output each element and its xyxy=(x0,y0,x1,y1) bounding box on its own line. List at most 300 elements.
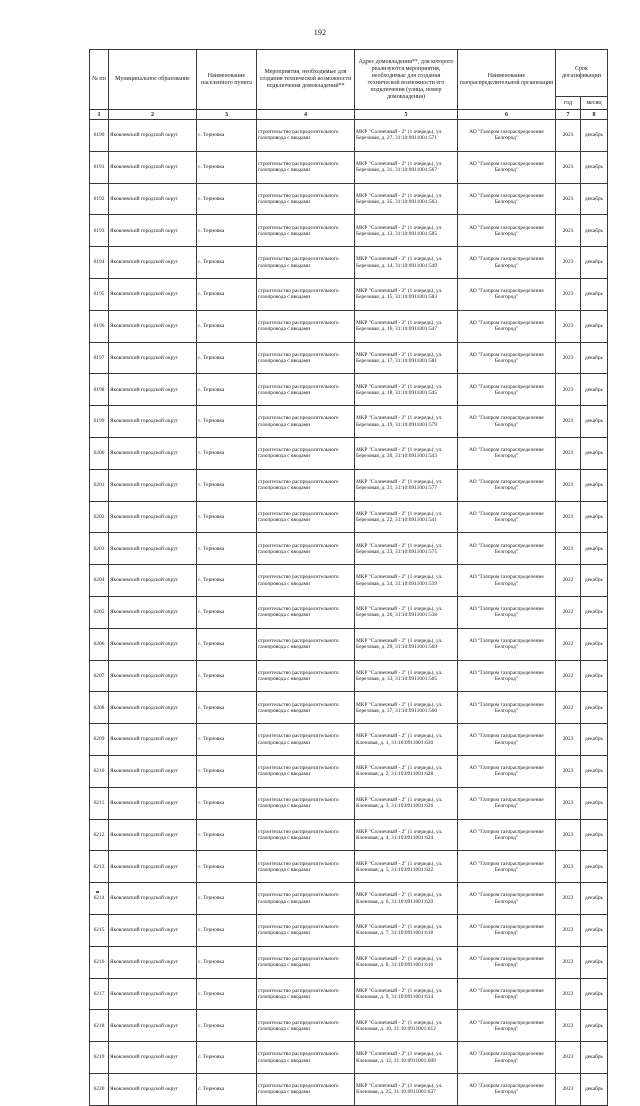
org-cell: АО "Газпром газораспределение Белгород" xyxy=(458,755,556,787)
month-cell: декабрь xyxy=(581,1042,608,1074)
activity-cell: строительство распределительного газопровода с вводами xyxy=(257,310,355,342)
table-row xyxy=(90,342,608,374)
org-cell: АО "Газпром газораспределение Белгород" xyxy=(458,342,556,374)
settlement-cell: с. Терновка xyxy=(197,469,257,501)
row-number: 6198 xyxy=(90,374,109,406)
municipality-cell: Яковлевский городской округ xyxy=(109,278,197,310)
header-deadline: Срок догазификации xyxy=(556,50,608,97)
municipality-cell: Яковлевский городской округ xyxy=(109,374,197,406)
activity-cell: строительство распределительного газопровода с вводами xyxy=(257,215,355,247)
table-row xyxy=(90,755,608,787)
municipality-cell: Яковлевский городской округ xyxy=(109,819,197,851)
address-cell: МКР "Солнечный - 2" (1 очередь), ул. Березовая, д. 18, 31:10:0911001:545 xyxy=(355,374,458,406)
address-cell: МКР "Солнечный - 2" (1 очередь), ул. Кленовая, д. 8, 31:10:0911001:616 xyxy=(355,946,458,978)
year-cell: 2023 xyxy=(556,183,581,215)
address-cell: МКР "Солнечный - 2" (1 очередь), ул. Березовая, д. 29, 31:10:0911001:569 xyxy=(355,628,458,660)
table-row xyxy=(90,1010,608,1042)
org-cell: АО "Газпром газораспределение Белгород" xyxy=(458,501,556,533)
table-row xyxy=(90,120,608,152)
settlement-cell: с. Терновка xyxy=(197,1073,257,1105)
activity-cell: строительство распределительного газопровода с вводами xyxy=(257,628,355,660)
month-cell: декабрь xyxy=(581,565,608,597)
row-number: 6196 xyxy=(90,310,109,342)
row-number: 6219 xyxy=(90,1042,109,1074)
table-row xyxy=(90,724,608,756)
org-cell: АО "Газпром газораспределение Белгород" xyxy=(458,1010,556,1042)
activity-cell: строительство распределительного газопровода с вводами xyxy=(257,851,355,883)
table-row xyxy=(90,565,608,597)
year-cell: 2023 xyxy=(556,565,581,597)
municipality-cell: Яковлевский городской округ xyxy=(109,1073,197,1105)
table-row xyxy=(90,596,608,628)
table-row xyxy=(90,914,608,946)
municipality-cell: Яковлевский городской округ xyxy=(109,914,197,946)
row-number: 6205 xyxy=(90,596,109,628)
settlement-cell: с. Терновка xyxy=(197,215,257,247)
year-cell: 2023 xyxy=(556,437,581,469)
table-row xyxy=(90,247,608,279)
address-cell: МКР "Солнечный - 2" (1 очередь), ул. Кленовая, д. 6, 31:10:0911001:620 xyxy=(355,883,458,915)
org-cell: АО "Газпром газораспределение Белгород" xyxy=(458,819,556,851)
municipality-cell: Яковлевский городской округ xyxy=(109,151,197,183)
table-row xyxy=(90,787,608,819)
activity-cell: строительство распределительного газопровода с вводами xyxy=(257,819,355,851)
org-cell: АО "Газпром газораспределение Белгород" xyxy=(458,120,556,152)
municipality-cell: Яковлевский городской округ xyxy=(109,501,197,533)
municipality-cell: Яковлевский городской округ xyxy=(109,247,197,279)
table-body xyxy=(90,120,608,1106)
table-row xyxy=(90,278,608,310)
settlement-cell: с. Терновка xyxy=(197,1042,257,1074)
municipality-cell: Яковлевский городской округ xyxy=(109,565,197,597)
municipality-cell: Яковлевский городской округ xyxy=(109,342,197,374)
activity-cell: строительство распределительного газопровода с вводами xyxy=(257,724,355,756)
address-cell: МКР "Солнечный - 2" (1 очередь), ул. Кленовая, д. 25, 31:10:0911001:637 xyxy=(355,1073,458,1105)
month-cell: декабрь xyxy=(581,883,608,915)
row-number: 6211 xyxy=(90,787,109,819)
table-row xyxy=(90,978,608,1010)
settlement-cell: с. Терновка xyxy=(197,1010,257,1042)
table-row xyxy=(90,437,608,469)
address-cell: МКР "Солнечный - 2" (1 очередь), ул. Березовая, д. 15, 31:10:0911001:583 xyxy=(355,278,458,310)
row-number: 6201 xyxy=(90,469,109,501)
month-cell: декабрь xyxy=(581,787,608,819)
month-cell: декабрь xyxy=(581,215,608,247)
settlement-cell: с. Терновка xyxy=(197,883,257,915)
org-cell: АО "Газпром газораспределение Белгород" xyxy=(458,1073,556,1105)
month-cell: декабрь xyxy=(581,596,608,628)
settlement-cell: с. Терновка xyxy=(197,628,257,660)
address-cell: МКР "Солнечный - 2" (1 очередь), ул. Березовая, д. 24, 31:10:0911001:539 xyxy=(355,565,458,597)
column-number: 4 xyxy=(257,110,355,120)
address-cell: МКР "Солнечный - 2" (1 очередь), ул. Березовая, д. 20, 31:10:0911001:543 xyxy=(355,437,458,469)
month-cell: декабрь xyxy=(581,660,608,692)
settlement-cell: с. Терновка xyxy=(197,342,257,374)
table-row xyxy=(90,151,608,183)
address-cell: МКР "Солнечный - 2" (1 очередь), ул. Березовая, д. 22, 31:10:0911001:541 xyxy=(355,501,458,533)
address-cell: МКР "Солнечный - 2" (1 очередь), ул. Березовая, д. 35, 31:10:0911001:563 xyxy=(355,183,458,215)
year-cell: 2023 xyxy=(556,1073,581,1105)
address-cell: МКР "Солнечный - 2" (1 очередь), ул. Березовая, д. 21, 31:10:0911001:577 xyxy=(355,469,458,501)
org-cell: АО "Газпром газораспределение Белгород" xyxy=(458,978,556,1010)
table-row xyxy=(90,469,608,501)
month-cell: декабрь xyxy=(581,851,608,883)
year-cell: 2023 xyxy=(556,310,581,342)
month-cell: декабрь xyxy=(581,533,608,565)
year-cell: 2023 xyxy=(556,851,581,883)
activity-cell: строительство распределительного газопровода с вводами xyxy=(257,787,355,819)
header-address: Адрес домовладения**, для которого реализуются мероприятия, необходимые для создания технической возможности его подключения (улица, номер домовладения) xyxy=(355,50,458,110)
org-cell: АО "Газпром газораспределение Белгород" xyxy=(458,278,556,310)
address-cell: МКР "Солнечный - 2" (1 очередь), ул. Березовая, д. 16, 31:10:0911001:547 xyxy=(355,310,458,342)
year-cell: 2023 xyxy=(556,151,581,183)
year-cell: 2023 xyxy=(556,215,581,247)
org-cell: АО "Газпром газораспределение Белгород" xyxy=(458,692,556,724)
activity-cell: строительство распределительного газопровода с вводами xyxy=(257,469,355,501)
org-cell: АО "Газпром газораспределение Белгород" xyxy=(458,851,556,883)
settlement-cell: с. Терновка xyxy=(197,946,257,978)
year-cell: 2023 xyxy=(556,278,581,310)
org-cell: АО "Газпром газораспределение Белгород" xyxy=(458,374,556,406)
municipality-cell: Яковлевский городской округ xyxy=(109,660,197,692)
column-number: 6 xyxy=(458,110,556,120)
table-row xyxy=(90,1042,608,1074)
settlement-cell: с. Терновка xyxy=(197,310,257,342)
activity-cell: строительство распределительного газопровода с вводами xyxy=(257,1073,355,1105)
municipality-cell: Яковлевский городской округ xyxy=(109,978,197,1010)
year-cell: 2023 xyxy=(556,533,581,565)
municipality-cell: Яковлевский городской округ xyxy=(109,851,197,883)
table-row xyxy=(90,501,608,533)
org-cell: АО "Газпром газораспределение Белгород" xyxy=(458,628,556,660)
activity-cell: строительство распределительного газопровода с вводами xyxy=(257,247,355,279)
municipality-cell: Яковлевский городской округ xyxy=(109,1042,197,1074)
address-cell: МКР "Солнечный - 2" (1 очередь), ул. Березовая, д. 14, 31:10:0911001:549 xyxy=(355,247,458,279)
month-cell: декабрь xyxy=(581,342,608,374)
settlement-cell: с. Терновка xyxy=(197,565,257,597)
municipality-cell: Яковлевский городской округ xyxy=(109,596,197,628)
table-row xyxy=(90,851,608,883)
activity-cell: строительство распределительного газопровода с вводами xyxy=(257,120,355,152)
settlement-cell: с. Терновка xyxy=(197,660,257,692)
year-cell: 2023 xyxy=(556,628,581,660)
year-cell: 2023 xyxy=(556,787,581,819)
municipality-cell: Яковлевский городской округ xyxy=(109,215,197,247)
table-row xyxy=(90,183,608,215)
month-cell: декабрь xyxy=(581,1010,608,1042)
month-cell: декабрь xyxy=(581,278,608,310)
row-number: 6202 xyxy=(90,501,109,533)
activity-cell: строительство распределительного газопровода с вводами xyxy=(257,183,355,215)
year-cell: 2023 xyxy=(556,469,581,501)
year-cell: 2023 xyxy=(556,914,581,946)
address-cell: МКР "Солнечный - 2" (1 очередь), ул. Березовая, д. 27, 31:10:0911001:571 xyxy=(355,120,458,152)
municipality-cell: Яковлевский городской округ xyxy=(109,755,197,787)
municipality-cell: Яковлевский городской округ xyxy=(109,724,197,756)
table-row xyxy=(90,660,608,692)
table-row xyxy=(90,310,608,342)
column-number: 3 xyxy=(197,110,257,120)
column-number: 5 xyxy=(355,110,458,120)
year-cell: 2023 xyxy=(556,978,581,1010)
org-cell: АО "Газпром газораспределение Белгород" xyxy=(458,437,556,469)
activity-cell: строительство распределительного газопровода с вводами xyxy=(257,978,355,1010)
row-number: 6192 xyxy=(90,183,109,215)
address-cell: МКР "Солнечный - 2" (1 очередь), ул. Березовая, д. 17, 31:10:0911001:581 xyxy=(355,342,458,374)
municipality-cell: Яковлевский городской округ xyxy=(109,692,197,724)
activity-cell: строительство распределительного газопровода с вводами xyxy=(257,151,355,183)
municipality-cell: Яковлевский городской округ xyxy=(109,406,197,438)
table-row xyxy=(90,883,608,915)
gasification-table xyxy=(89,49,608,1106)
settlement-cell: с. Терновка xyxy=(197,596,257,628)
month-cell: декабрь xyxy=(581,628,608,660)
settlement-cell: с. Терновка xyxy=(197,247,257,279)
settlement-cell: с. Терновка xyxy=(197,278,257,310)
address-cell: МКР "Солнечный - 2" (1 очередь), ул. Кленовая, д. 2, 31:10:0911001:628 xyxy=(355,755,458,787)
row-number: 6195 xyxy=(90,278,109,310)
row-number: 6203 xyxy=(90,533,109,565)
address-cell: МКР "Солнечный - 2" (1 очередь), ул. Березовая, д. 19, 31:10:0911001:579 xyxy=(355,406,458,438)
row-number: 6213 xyxy=(90,851,109,883)
activity-cell: строительство распределительного газопровода с вводами xyxy=(257,914,355,946)
year-cell: 2023 xyxy=(556,724,581,756)
municipality-cell: Яковлевский городской округ xyxy=(109,310,197,342)
org-cell: АО "Газпром газораспределение Белгород" xyxy=(458,183,556,215)
org-cell: АО "Газпром газораспределение Белгород" xyxy=(458,1042,556,1074)
org-cell: АО "Газпром газораспределение Белгород" xyxy=(458,533,556,565)
table-row xyxy=(90,374,608,406)
settlement-cell: с. Терновка xyxy=(197,851,257,883)
month-cell: декабрь xyxy=(581,501,608,533)
municipality-cell: Яковлевский городской округ xyxy=(109,628,197,660)
address-cell: МКР "Солнечный - 2" (1 очередь), ул. Березовая, д. 26, 31:10:0911001:538 xyxy=(355,596,458,628)
org-cell: АО "Газпром газораспределение Белгород" xyxy=(458,914,556,946)
header-no: № пп xyxy=(90,50,109,110)
address-cell: МКР "Солнечный - 2" (1 очередь), ул. Кленовая, д. 1, 31:10:0911001:630 xyxy=(355,724,458,756)
settlement-cell: с. Терновка xyxy=(197,374,257,406)
table-row xyxy=(90,819,608,851)
year-cell: 2023 xyxy=(556,819,581,851)
table-row xyxy=(90,406,608,438)
address-cell: МКР "Солнечный - 2" (1 очередь), ул. Кленовая, д. 3, 31:10:0911001:626 xyxy=(355,787,458,819)
year-cell: 2023 xyxy=(556,596,581,628)
org-cell: АО "Газпром газораспределение Белгород" xyxy=(458,565,556,597)
month-cell: декабрь xyxy=(581,692,608,724)
year-cell: 2023 xyxy=(556,755,581,787)
settlement-cell: с. Терновка xyxy=(197,724,257,756)
month-cell: декабрь xyxy=(581,469,608,501)
year-cell: 2023 xyxy=(556,374,581,406)
org-cell: АО "Газпром газораспределение Белгород" xyxy=(458,310,556,342)
org-cell: АО "Газпром газораспределение Белгород" xyxy=(458,215,556,247)
column-number: 2 xyxy=(109,110,197,120)
org-cell: АО "Газпром газораспределение Белгород" xyxy=(458,247,556,279)
header-activities: Мероприятия, необходимые для создания технической возможности подключения домовладений** xyxy=(257,50,355,110)
month-cell: декабрь xyxy=(581,755,608,787)
address-cell: МКР "Солнечный - 2" (1 очередь), ул. Березовая, д. 13, 31:10:0911001:585 xyxy=(355,215,458,247)
month-cell: декабрь xyxy=(581,946,608,978)
column-number-row xyxy=(90,110,608,120)
month-cell: декабрь xyxy=(581,247,608,279)
row-number: 6210 xyxy=(90,755,109,787)
org-cell: АО "Газпром газораспределение Белгород" xyxy=(458,596,556,628)
row-number: 6199 xyxy=(90,406,109,438)
activity-cell: строительство распределительного газопровода с вводами xyxy=(257,437,355,469)
org-cell: АО "Газпром газораспределение Белгород" xyxy=(458,406,556,438)
row-number: 6207 xyxy=(90,660,109,692)
row-number: 6193 xyxy=(90,215,109,247)
activity-cell: строительство распределительного газопровода с вводами xyxy=(257,374,355,406)
settlement-cell: с. Терновка xyxy=(197,406,257,438)
month-cell: декабрь xyxy=(581,978,608,1010)
year-cell: 2023 xyxy=(556,501,581,533)
org-cell: АО "Газпром газораспределение Белгород" xyxy=(458,787,556,819)
row-number: 6200 xyxy=(90,437,109,469)
settlement-cell: с. Терновка xyxy=(197,692,257,724)
month-cell: декабрь xyxy=(581,724,608,756)
activity-cell: строительство распределительного газопровода с вводами xyxy=(257,406,355,438)
settlement-cell: с. Терновка xyxy=(197,437,257,469)
column-number: 7 xyxy=(556,110,581,120)
address-cell: МКР "Солнечный - 2" (1 очередь), ул. Березовая, д. 37, 31:10:0911001:560 xyxy=(355,692,458,724)
settlement-cell: с. Терновка xyxy=(197,151,257,183)
activity-cell: строительство распределительного газопровода с вводами xyxy=(257,278,355,310)
month-cell: декабрь xyxy=(581,819,608,851)
settlement-cell: с. Терновка xyxy=(197,183,257,215)
org-cell: АО "Газпром газораспределение Белгород" xyxy=(458,883,556,915)
address-cell: МКР "Солнечный - 2" (1 очередь), ул. Кленовая, д. 9, 31:10:0911001:614 xyxy=(355,978,458,1010)
activity-cell: строительство распределительного газопровода с вводами xyxy=(257,883,355,915)
settlement-cell: с. Терновка xyxy=(197,978,257,1010)
header-org: Наименование газораспределительной организации xyxy=(458,50,556,110)
municipality-cell: Яковлевский городской округ xyxy=(109,183,197,215)
table-row xyxy=(90,628,608,660)
month-cell: декабрь xyxy=(581,1073,608,1105)
row-number: 6191 xyxy=(90,151,109,183)
year-cell: 2023 xyxy=(556,660,581,692)
activity-cell: строительство распределительного газопровода с вводами xyxy=(257,596,355,628)
year-cell: 2023 xyxy=(556,692,581,724)
year-cell: 2023 xyxy=(556,342,581,374)
activity-cell: строительство распределительного газопровода с вводами xyxy=(257,533,355,565)
settlement-cell: с. Терновка xyxy=(197,755,257,787)
table-row xyxy=(90,946,608,978)
table-row xyxy=(90,215,608,247)
table-row xyxy=(90,1073,608,1105)
year-cell: 2023 xyxy=(556,247,581,279)
header-month: месяц xyxy=(581,97,608,110)
municipality-cell: Яковлевский городской округ xyxy=(109,120,197,152)
address-cell: МКР "Солнечный - 2" (1 очередь), ул. Кленовая, д. 12, 31:10:0911001:609 xyxy=(355,1042,458,1074)
settlement-cell: с. Терновка xyxy=(197,914,257,946)
year-cell: 2023 xyxy=(556,1010,581,1042)
row-number: 6214 xyxy=(90,883,109,915)
municipality-cell: Яковлевский городской округ xyxy=(109,1010,197,1042)
address-cell: МКР "Солнечный - 2" (1 очередь), ул. Кленовая, д. 4, 31:10:0911001:624 xyxy=(355,819,458,851)
activity-cell: строительство распределительного газопровода с вводами xyxy=(257,755,355,787)
municipality-cell: Яковлевский городской округ xyxy=(109,533,197,565)
year-cell: 2023 xyxy=(556,883,581,915)
address-cell: МКР "Солнечный - 2" (1 очередь), ул. Кленовая, д. 5, 31:10:0911001:622 xyxy=(355,851,458,883)
header-municipality: Муниципальное образование xyxy=(109,50,197,110)
settlement-cell: с. Терновка xyxy=(197,819,257,851)
month-cell: декабрь xyxy=(581,437,608,469)
row-number: 6204 xyxy=(90,565,109,597)
month-cell: декабрь xyxy=(581,310,608,342)
activity-cell: строительство распределительного газопровода с вводами xyxy=(257,692,355,724)
org-cell: АО "Газпром газораспределение Белгород" xyxy=(458,660,556,692)
year-cell: 2023 xyxy=(556,946,581,978)
address-cell: МКР "Солнечный - 2" (1 очередь), ул. Кленовая, д. 7, 31:10:0911001:618 xyxy=(355,914,458,946)
row-number: 6206 xyxy=(90,628,109,660)
row-number: 6190 xyxy=(90,120,109,152)
municipality-cell: Яковлевский городской округ xyxy=(109,437,197,469)
activity-cell: строительство распределительного газопровода с вводами xyxy=(257,565,355,597)
row-number: 6220 xyxy=(90,1073,109,1105)
row-number: 6212 xyxy=(90,819,109,851)
header-settlement: Наименование населенного пункта xyxy=(197,50,257,110)
org-cell: АО "Газпром газораспределение Белгород" xyxy=(458,946,556,978)
row-number: 6197 xyxy=(90,342,109,374)
row-number: 6208 xyxy=(90,692,109,724)
activity-cell: строительство распределительного газопровода с вводами xyxy=(257,660,355,692)
year-cell: 2023 xyxy=(556,1042,581,1074)
municipality-cell: Яковлевский городской округ xyxy=(109,469,197,501)
row-number: 6217 xyxy=(90,978,109,1010)
address-cell: МКР "Солнечный - 2" (1 очередь), ул. Березовая, д. 33, 31:10:0911001:565 xyxy=(355,660,458,692)
municipality-cell: Яковлевский городской округ xyxy=(109,787,197,819)
column-number: 8 xyxy=(581,110,608,120)
address-cell: МКР "Солнечный - 2" (1 очередь), ул. Березовая, д. 23, 31:10:0911001:575 xyxy=(355,533,458,565)
municipality-cell: Яковлевский городской округ xyxy=(109,946,197,978)
settlement-cell: с. Терновка xyxy=(197,501,257,533)
month-cell: декабрь xyxy=(581,151,608,183)
row-number: 6216 xyxy=(90,946,109,978)
org-cell: АО "Газпром газораспределение Белгород" xyxy=(458,151,556,183)
column-number: 1 xyxy=(90,110,109,120)
row-number: 6209 xyxy=(90,724,109,756)
row-number: 6218 xyxy=(90,1010,109,1042)
activity-cell: строительство распределительного газопровода с вводами xyxy=(257,342,355,374)
address-cell: МКР "Солнечный - 2" (1 очередь), ул. Березовая, д. 31, 31:10:0911001:567 xyxy=(355,151,458,183)
month-cell: декабрь xyxy=(581,120,608,152)
settlement-cell: с. Терновка xyxy=(197,533,257,565)
table-row xyxy=(90,692,608,724)
address-cell: МКР "Солнечный - 2" (1 очередь), ул. Кленовая, д. 10, 31:10:0911001:612 xyxy=(355,1010,458,1042)
year-cell: 2023 xyxy=(556,406,581,438)
activity-cell: строительство распределительного газопровода с вводами xyxy=(257,1042,355,1074)
settlement-cell: с. Терновка xyxy=(197,120,257,152)
activity-cell: строительство распределительного газопровода с вводами xyxy=(257,501,355,533)
org-cell: АО "Газпром газораспределение Белгород" xyxy=(458,469,556,501)
activity-cell: строительство распределительного газопровода с вводами xyxy=(257,946,355,978)
row-number: 6215 xyxy=(90,914,109,946)
municipality-cell: Яковлевский городской округ xyxy=(109,883,197,915)
activity-cell: строительство распределительного газопровода с вводами xyxy=(257,1010,355,1042)
month-cell: декабрь xyxy=(581,374,608,406)
row-number: 6194 xyxy=(90,247,109,279)
month-cell: декабрь xyxy=(581,914,608,946)
month-cell: декабрь xyxy=(581,183,608,215)
month-cell: декабрь xyxy=(581,406,608,438)
scan-speck xyxy=(96,891,99,893)
org-cell: АО "Газпром газораспределение Белгород" xyxy=(458,724,556,756)
settlement-cell: с. Терновка xyxy=(197,787,257,819)
table-row xyxy=(90,533,608,565)
page-number: 192 xyxy=(313,28,327,37)
year-cell: 2023 xyxy=(556,120,581,152)
